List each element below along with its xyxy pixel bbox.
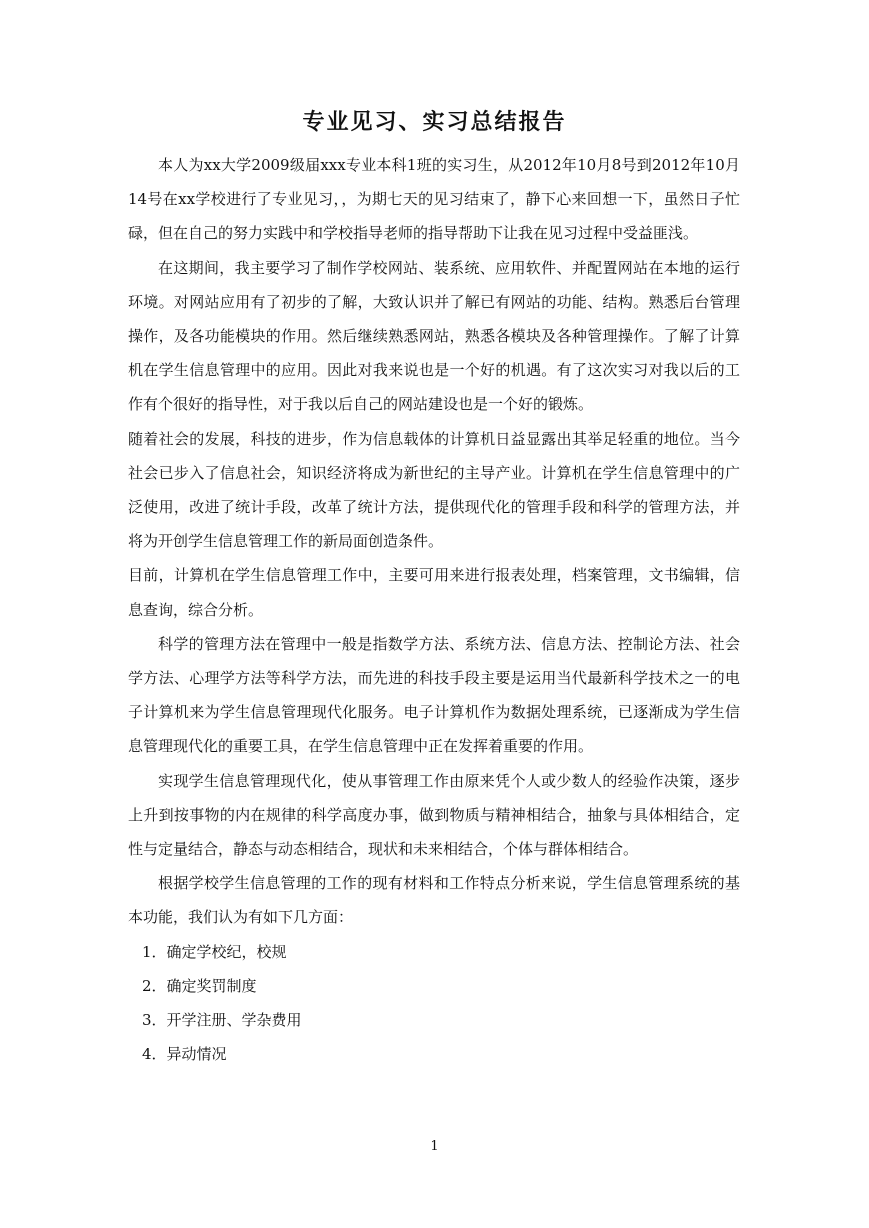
paragraph-modernization: 实现学生信息管理现代化，使从事管理工作由原来凭个人或少数人的经验作决策，逐步上升到按事物的内在规律的科学高度办事，做到物质与精神相结合，抽象与具体相结合，定性与定量结合，静态与动态相结合，现状和未来相结合，个体与群体相结合。 xyxy=(128,771,740,859)
list-item: 4．异动情况 xyxy=(142,1045,227,1064)
page-number: 1 xyxy=(430,1139,439,1154)
paragraph-society: 随着社会的发展，科技的进步，作为信息载体的计算机日益显露出其举足轻重的地位。当今社会已步入了信息社会，知识经济将成为新世纪的主导产业。计算机在学生信息管理中的广泛使用，改进了统计手段，改革了统计方法，提供现代化的管理手段和科学的管理方法，并将为开创学生信息管理工作的新局面创造条件。 xyxy=(128,429,740,551)
paragraph-current-use: 目前，计算机在学生信息管理工作中，主要可用来进行报表处理，档案管理，文书编辑，信息查询，综合分析。 xyxy=(128,566,740,619)
paragraph-methods: 科学的管理方法在管理中一般是指数学方法、系统方法、信息方法、控制论方法、社会学方法、心理学方法等科学方法，而先进的科技手段主要是运用当代最新科学技术之一的电子计算机来为学生信息管理现代化服务。电子计算机作为数据处理系统，已逐渐成为学生信息管理现代化的重要工具，在学生信息管理中正在发挥着重要的作用。 xyxy=(128,634,740,756)
paragraph-work: 在这期间，我主要学习了制作学校网站、装系统、应用软件、并配置网站在本地的运行环境。对网站应用有了初步的了解，大致认识并了解已有网站的功能、结构。熟悉后台管理操作，及各功能模块的作用。然后继续熟悉网站，熟悉各模块及各种管理操作。了解了计算机在学生信息管理中的应用。因此对我来说也是一个好的机遇。有了这次实习对我以后的工作有个很好的指导性，对于我以后自己的网站建设也是一个好的锻炼。 xyxy=(128,258,740,414)
paragraph-functions: 根据学校学生信息管理的工作的现有材料和工作特点分析来说，学生信息管理系统的基本功能，我们认为有如下几方面： xyxy=(128,874,740,927)
document-title: 专业见习、实习总结报告 xyxy=(302,109,567,135)
list-item: 1．确定学校纪，校规 xyxy=(142,942,287,961)
document-body xyxy=(128,148,740,1071)
list-item: 2．确定奖罚制度 xyxy=(142,976,257,995)
list-item: 3．开学注册、学杂费用 xyxy=(142,1011,302,1030)
paragraph-intro: 本人为xx大学2009级届xxx专业本科1班的实习生，从2012年10月8号到2012年10月14号在xx学校进行了专业见习，，为期七天的见习结束了，静下心来回想一下，虽然日子忙碌，但在自己的努力实践中和学校指导老师的指导帮助下让我在见习过程中受益匪浅。 xyxy=(128,156,740,243)
